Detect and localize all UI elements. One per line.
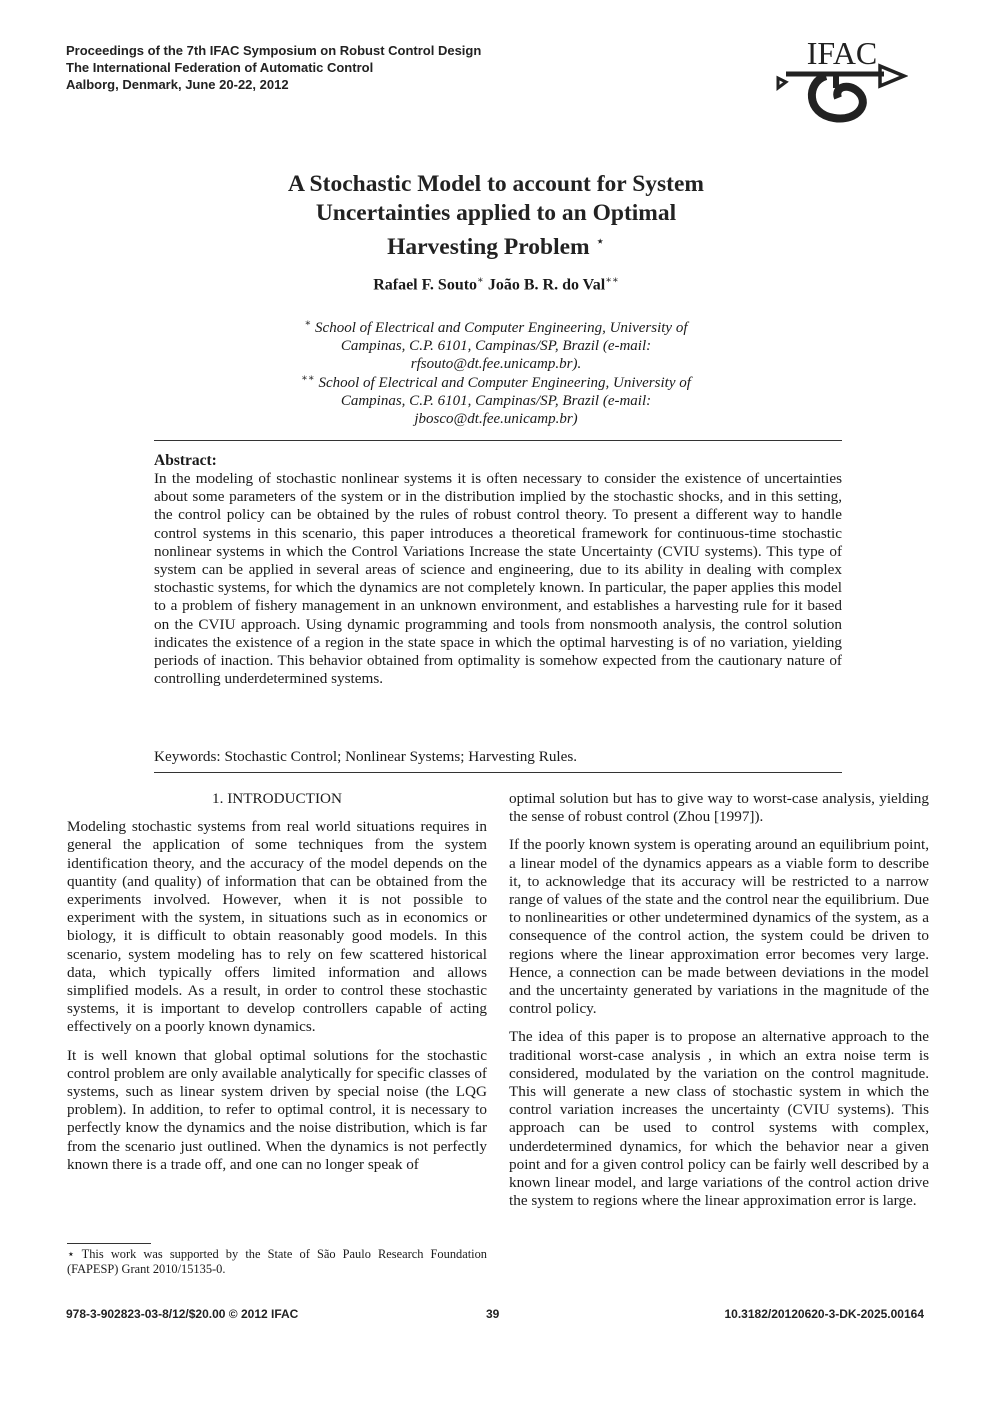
abstract-heading: Abstract:	[154, 452, 217, 469]
abstract-bottom-rule	[154, 772, 842, 773]
ifac-logo-text: IFAC	[806, 36, 878, 71]
title-line-1: A Stochastic Model to account for System	[288, 171, 704, 197]
title-footnote-mark: ⋆	[595, 234, 605, 250]
affiliation-1-line-3: rfsouto@dt.fee.unicamp.br).	[410, 356, 582, 372]
left-column	[67, 790, 487, 1184]
section-heading-introduction: 1. INTRODUCTION	[212, 790, 342, 807]
proceedings-line: Proceedings of the 7th IFAC Symposium on Robust Control Design	[66, 43, 482, 58]
author-1-mark: ∗	[477, 275, 484, 286]
author-list	[196, 275, 796, 294]
author-2-mark: ∗∗	[605, 275, 619, 286]
funding-footnote	[67, 1247, 487, 1277]
footnote-mark: ⋆	[67, 1247, 75, 1261]
federation-line: The International Federation of Automatic Control	[66, 60, 374, 75]
intro-paragraph-2: It is well known that global optimal solutions for the stochastic control problem are only available analytically for specific classes of systems, such as linear system driven by special noise (the LQG problem). In addition, to refer to optimal control, it is necessary to perfectly know the dynamics and the noise distribution, which is far from the scenario just outlined. When the dynamics is not perfectly known there is a trade off, and one can no longer speak of	[67, 1046, 487, 1173]
right-column	[509, 790, 929, 1220]
title-line-2: Uncertainties applied to an Optimal	[315, 200, 677, 226]
affiliation-1	[196, 315, 796, 373]
footnote-rule	[67, 1243, 151, 1244]
affiliation-2-line-3: jbosco@dt.fee.unicamp.br)	[414, 411, 578, 427]
affiliation-2-line-1: School of Electrical and Computer Engineering, University of	[318, 375, 691, 391]
title-line-3: Harvesting Problem ⋆	[387, 234, 605, 260]
keywords: Keywords: Stochastic Control; Nonlinear Systems; Harvesting Rules.	[154, 748, 578, 765]
author-1-name: Rafael F. Souto	[373, 276, 478, 294]
footer-isbn: 978-3-902823-03-8/12/$20.00 © 2012 IFAC	[66, 1307, 299, 1321]
intro-paragraph-4: If the poorly known system is operating around an equilibrium point, a linear model of the dynamics appears as a viable form to describe it, to acknowledge that its accuracy will be restricted to a narrow range of values of the state and the control near the equilibrium. Due to nonlinearities or other undetermined dynamics of the system, as a consequence of the control action, the system could be driven to regions where the linear approximation error becomes very large. Hence, a connection can be made between deviations in the model and the uncertainty generated by variations in the magnitude of the control policy.	[509, 836, 929, 1018]
intro-paragraph-5: The idea of this paper is to propose an alternative approach to the traditional worst-case analysis , in which an extra noise term is considered, modulated by the variation on the control magnitude. This will generate a new class of stochastic system in which the control variation increases the uncertainty (CVIU systems). This approach can be used to control systems with complex, underdetermined dynamics, for which the behavior near a given point and for a given control policy can be fairly well described by a known linear model, and large variations of the control action drive the system to regions where the linear approximation error is large.	[509, 1028, 929, 1210]
abstract-text: In the modeling of stochastic nonlinear systems it is often necessary to consider the existence of uncertainties about some parameters of the system or in the distribution implied by the stochastic shocks, and in this setting, the control policy can be obtained by the rules of robust control theory. To present a different way to handle control systems in this scenario, this paper introduces a theoretical framework for continuous-time stochastic nonlinear systems in which the Control Variations Increase the state Uncertainty (CVIU systems). This type of system can be applied in several areas of science and engineering, due to its ability in dealing with complex stochastic systems, for which the dynamics are not completely known. In particular, the paper applies this model to a problem of fishery management in an unknown environment, and establishes a harvesting rule for it based on the CVIU approach. Using dynamic programming and tools from nonsmooth analysis, the control solution indicates the existence of a region in the state space in which the optimal harvesting is of no variation, yielding periods of inaction. This behavior obtained from optimality is somehow expected from the cautionary nature of controlling underdetermined systems.	[154, 470, 842, 688]
footnote-text: This work was supported by the State of São Paulo Research Foundation (FAPESP) Grant 2010/15135-0.	[67, 1247, 487, 1276]
page-number: 39	[486, 1307, 500, 1321]
affiliation-2	[196, 370, 796, 428]
intro-paragraph-3: optimal solution but has to give way to worst-case analysis, yielding the sense of robust control (Zhou [1997]).	[509, 790, 929, 826]
affiliation-1-mark: ∗	[304, 318, 312, 329]
affiliation-2-line-2: Campinas, C.P. 6101, Campinas/SP, Brazil (e-mail:	[340, 393, 652, 409]
venue-line: Aalborg, Denmark, June 20-22, 2012	[66, 77, 289, 92]
author-2-name: João B. R. do Val	[487, 276, 606, 294]
ifac-logo-icon	[776, 36, 908, 128]
paper-title	[196, 170, 796, 262]
intro-paragraph-1: Modeling stochastic systems from real world situations requires in general the application of some techniques from the system identification theory, and the accuracy of the model depends on the quantity (and quality) of information that can be obtained from the experiments involved. However, when it is not possible to experiment with the system, in situations such as in economics or biology, it is difficult to obtain reasonably good models. In this scenario, system modeling has to rely on few scattered historical data, which typically offers limited information and allows simplified models. As a result, in order to control these stochastic systems, it is important to develop controllers capable of acting effectively on a poorly known dynamics.	[67, 818, 487, 1036]
footer-doi: 10.3182/20120620-3-DK-2025.00164	[724, 1307, 924, 1321]
proceedings-header	[66, 42, 481, 93]
affiliation-2-mark: ∗∗	[301, 373, 315, 384]
affiliation-1-line-1: School of Electrical and Computer Engineering, University of	[315, 320, 688, 336]
abstract-top-rule	[154, 440, 842, 441]
affiliation-1-line-2: Campinas, C.P. 6101, Campinas/SP, Brazil (e-mail:	[340, 338, 652, 354]
